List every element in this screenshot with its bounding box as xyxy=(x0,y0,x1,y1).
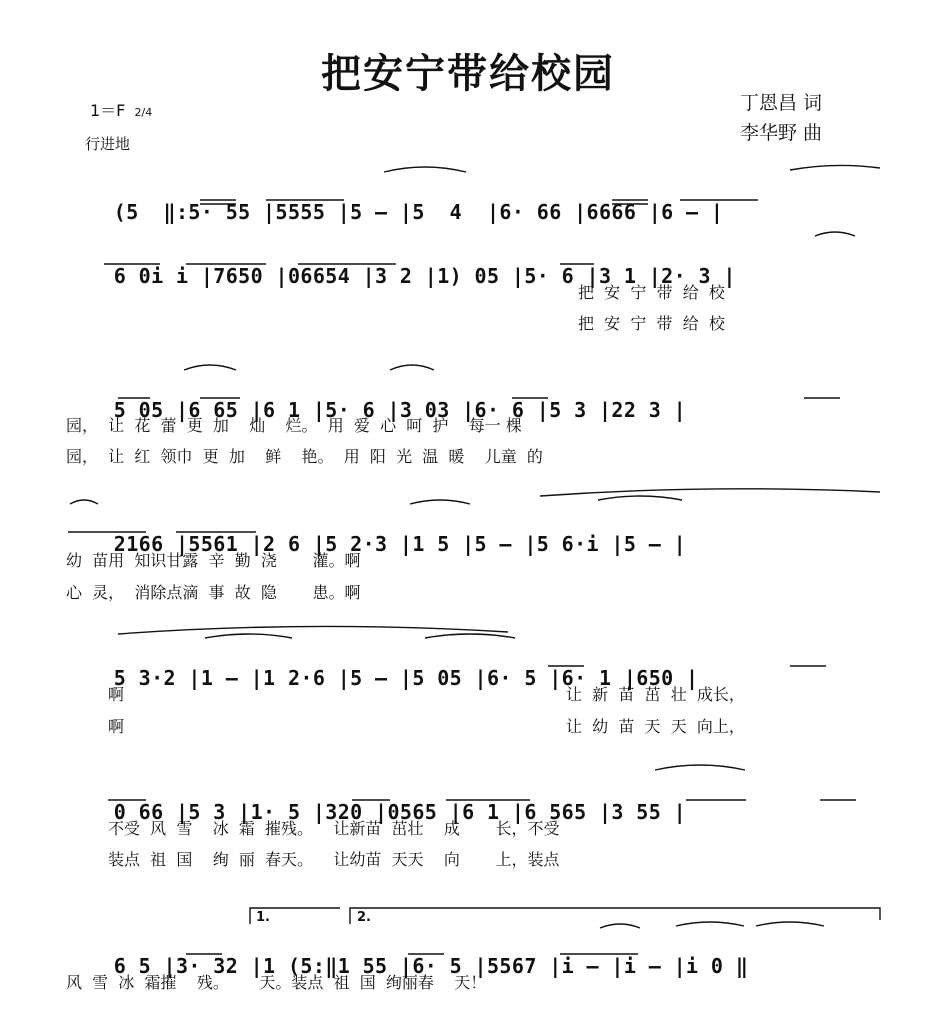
notation-line: 2166 |5561 |2 6 |5 2·3 |1 5 |5 – |5 6·i |5 – | xyxy=(113,532,687,556)
lyrics-verse-2-cont: 让 幼 苗 天 天 向上， xyxy=(566,717,745,736)
lyrics-verse-1: 幼 苗用 知识甘露 辛 勤 浇 灌。啊 xyxy=(66,551,361,570)
tie-mark xyxy=(384,167,466,172)
notation-line: 0 66 |5 3 |1· 5 |320 |0565 |6 1 |6 565 |3 55 | xyxy=(113,800,687,824)
tie-mark xyxy=(756,922,824,926)
key-signature xyxy=(90,98,152,121)
song-title: 把安宁带给校园 xyxy=(321,50,615,97)
composer-credit: 李华野 曲 xyxy=(740,122,823,144)
tie-mark xyxy=(390,365,434,370)
tie-mark xyxy=(676,922,744,926)
volta-2-label: 2. xyxy=(357,910,371,925)
lyrics-verse-1: 啊 xyxy=(108,685,125,704)
tie-mark xyxy=(600,924,640,928)
tie-mark xyxy=(205,634,292,638)
lyrics-verse-1: 不受 风 雪 冰 霜 摧残。 让新苗 茁壮 成 长，不受 xyxy=(108,819,560,838)
notation-line: 5 05 |6 65 |6 1 |5· 6 |3 03 |6· 6 |5 3 |22 3 | xyxy=(113,398,687,422)
lyrics-verse-1: 把 安 宁 带 给 校 xyxy=(578,283,725,302)
time-signature: 2/4 xyxy=(134,106,153,119)
tie-mark xyxy=(410,500,470,504)
tie-mark xyxy=(655,765,745,770)
key-label: 1＝F xyxy=(90,101,126,120)
lyrics-verse-2: 心 灵， 消除点滴 事 故 隐 患。啊 xyxy=(66,583,361,602)
tie-mark xyxy=(425,634,515,638)
tie-mark xyxy=(70,500,98,504)
tie-mark xyxy=(790,165,880,170)
volta-1-label: 1. xyxy=(256,910,270,925)
notation-line: 6 0i i |7650 |06654 |3 2 |1) 05 |5· 6 |3 1 |2· 3 | xyxy=(113,264,736,288)
notation-line: 6 5 |3· 32 |1 (5:‖1 55 |6· 5 |5567 |i – |i – |i 0 ‖ xyxy=(113,954,749,978)
tempo-marking: 行进地 xyxy=(85,135,131,153)
tie-mark xyxy=(598,496,682,500)
volta-bracket xyxy=(350,908,880,924)
lyrics-verse-1: 园， 让 花 蕾 更 加 灿 烂。 用 爱 心 呵 护 每一 棵 xyxy=(66,416,522,435)
score-row-5 xyxy=(64,642,886,714)
notation-line: (5 ‖:5· 55 |5555 |5 – |5 4 |6· 66 |6666 |6 – | xyxy=(113,200,724,224)
tie-mark xyxy=(540,489,880,496)
lyrics-verse-1: 风 雪 冰 霜摧 残。 天。装点 祖 国 绚丽春 天！ xyxy=(66,973,487,992)
score-row-1 xyxy=(64,176,886,248)
score-row-2 xyxy=(64,240,886,312)
lyrics-verse-1-cont: 让 新 苗 茁 壮 成长， xyxy=(566,685,745,704)
lyricist-credit: 丁恩昌 词 xyxy=(740,92,823,114)
tie-mark xyxy=(184,365,236,370)
lyrics-verse-2: 啊 xyxy=(108,717,125,736)
notation-line: 5 3·2 |1 – |1 2·6 |5 – |5 05 |6· 5 |6· 1 |650 | xyxy=(113,666,699,690)
lyrics-verse-2: 园， 让 红 领巾 更 加 鲜 艳。 用 阳 光 温 暖 儿童 的 xyxy=(66,447,543,466)
lyrics-verse-2: 把 安 宁 带 给 校 xyxy=(578,314,725,333)
tie-mark xyxy=(118,626,508,634)
lyrics-verse-2: 装点 祖 国 绚 丽 春天。 让幼苗 天天 向 上，装点 xyxy=(108,850,560,869)
